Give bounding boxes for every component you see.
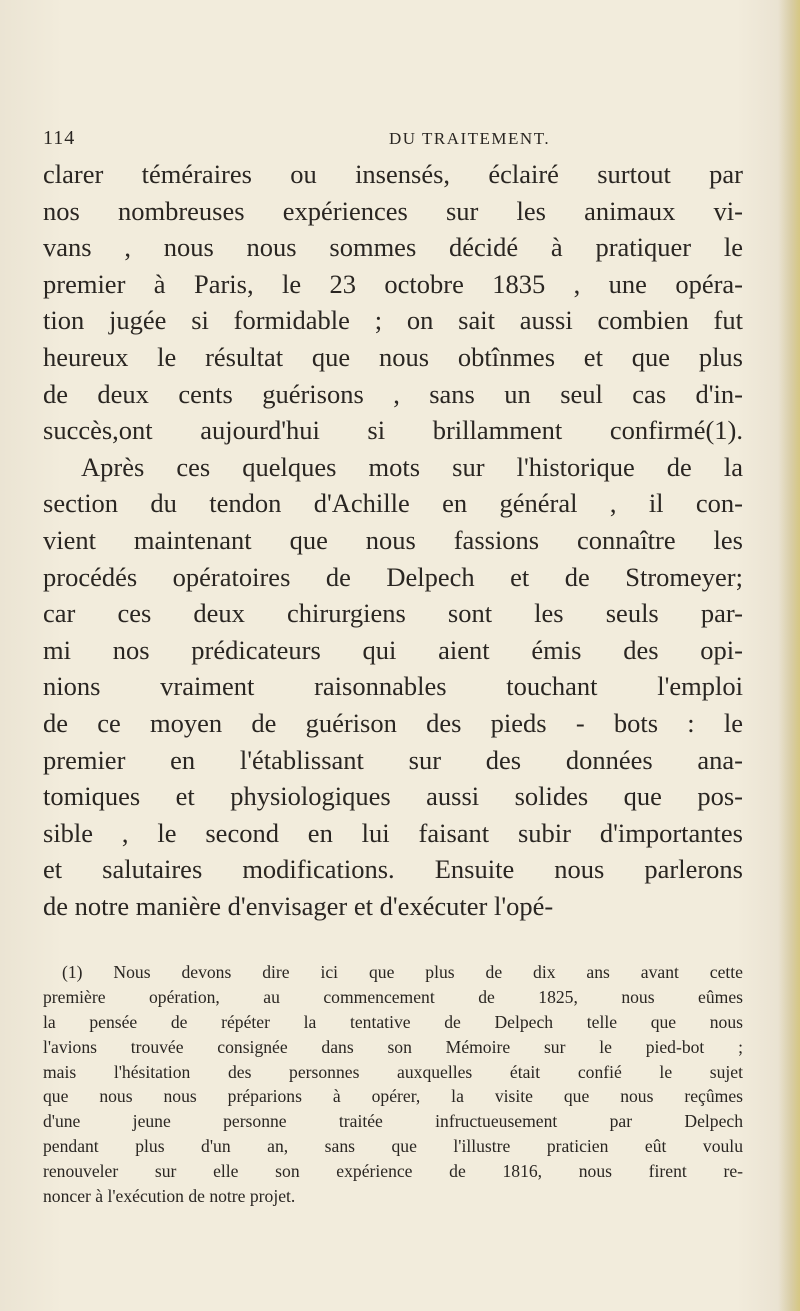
footnote-line: l'avions trouvée consignée dans son Mémoire sur le pied-bot ;: [43, 1036, 743, 1057]
body-line: vient maintenant que nous fassions connaître les: [43, 524, 743, 555]
body-line: nions vraiment raisonnables touchant l'emploi: [43, 671, 743, 702]
page-header: [43, 127, 743, 157]
body-line: de notre manière d'envisager et d'exécuter l'opé-: [43, 890, 554, 921]
body-line: sible , le second en lui faisant subir d'importantes: [43, 817, 743, 848]
body-line: Après ces quelques mots sur l'historique de la: [81, 451, 743, 482]
body-line: section du tendon d'Achille en général , il con-: [43, 488, 743, 519]
body-line: car ces deux chirurgiens sont les seuls par-: [43, 598, 743, 629]
footnote-line: d'une jeune personne traitée infructueusement par Delpech: [43, 1111, 743, 1132]
body-line: clarer téméraires ou insensés, éclairé surtout par: [43, 159, 743, 189]
body-line: de deux cents guérisons , sans un seul cas d'in-: [43, 378, 743, 409]
body-line: de ce moyen de guérison des pieds - bots : le: [43, 707, 743, 738]
body-line: procédés opératoires de Delpech et de Stromeyer;: [43, 561, 743, 592]
body-line: premier en l'établissant sur des données ana-: [43, 744, 743, 775]
footnote-line: noncer à l'exécution de notre projet.: [43, 1186, 296, 1207]
body-line: mi nos prédicateurs qui aient émis des opi-: [43, 634, 743, 665]
footnote-line: (1) Nous devons dire ici que plus de dix ans avant cette: [62, 962, 743, 982]
footnote-line: pendant plus d'un an, sans que l'illustre praticien eût voulu: [43, 1136, 743, 1157]
body-line: succès,ont aujourd'hui si brillamment confirmé(1).: [43, 415, 743, 446]
page-edge-shadow: [778, 0, 800, 1311]
footnote-line: mais l'hésitation des personnes auxquelles était confié le sujet: [43, 1061, 743, 1082]
running-head: DU TRAITEMENT.: [389, 129, 551, 148]
body-text: [43, 156, 743, 924]
body-line: vans , nous nous sommes décidé à pratiquer le: [43, 232, 743, 263]
body-line: premier à Paris, le 23 octobre 1835 , une opéra-: [43, 268, 743, 299]
body-line: et salutaires modifications. Ensuite nous parlerons: [43, 854, 743, 885]
body-line: tion jugée si formidable ; on sait aussi combien fut: [43, 305, 743, 336]
footnote: [43, 960, 743, 1209]
page-number: 114: [43, 127, 76, 149]
footnote-line: renouveler sur elle son expérience de 1816, nous firent re-: [43, 1161, 743, 1182]
body-line: heureux le résultat que nous obtînmes et que plus: [43, 341, 743, 372]
footnote-line: la pensée de répéter la tentative de Delpech telle que nous: [43, 1011, 743, 1032]
footnote-line: première opération, au commencement de 1825, nous eûmes: [43, 986, 743, 1007]
footnote-line: que nous nous préparions à opérer, la visite que nous reçûmes: [43, 1086, 743, 1107]
body-line: nos nombreuses expériences sur les animaux vi-: [43, 195, 743, 226]
body-line: tomiques et physiologiques aussi solides que pos-: [43, 781, 743, 812]
